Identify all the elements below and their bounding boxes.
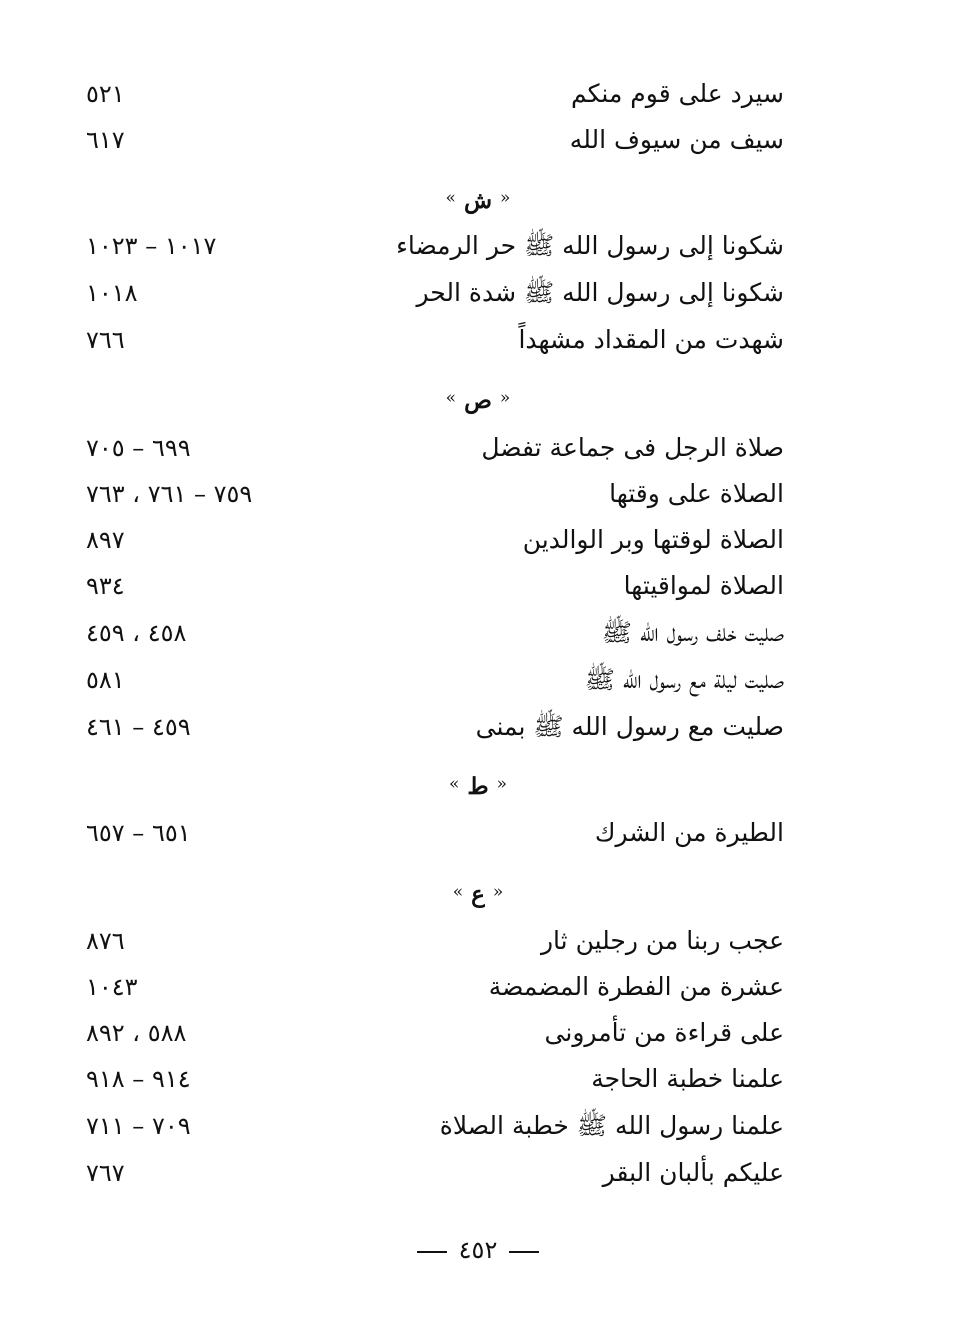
index-entry [0, 660, 956, 700]
entry-text: سيرد على قوم منكم [570, 79, 784, 108]
entry-pages: ٩١٤ – ٩١٨ [86, 1065, 191, 1093]
entry-pages: ٨٩٧ [86, 526, 125, 554]
index-entry [0, 613, 956, 653]
quote-open: « [492, 882, 504, 902]
entry-pages: ٩٣٤ [86, 572, 125, 600]
footer-dash-left [417, 1251, 447, 1253]
quote-close: » [445, 188, 456, 208]
entry-pages: ٤٥٩ – ٤٦١ [86, 713, 191, 741]
entry-text: صلاة الرجل فى جماعة تفضل [481, 433, 784, 462]
entry-text: علمنا رسول الله ﷺ خطبة الصلاة [439, 1111, 784, 1140]
quote-open: « [499, 388, 511, 408]
entry-pages: ٥٨٨ ، ٨٩٢ [86, 1019, 187, 1047]
footer-dash-right [509, 1251, 539, 1253]
entry-text: صليت خلف رسول الله ﷺ [601, 618, 784, 647]
entry-text: شكونا إلى رسول الله ﷺ حر الرمضاء [396, 231, 784, 260]
quote-open: « [496, 774, 508, 794]
quote-close: » [445, 388, 457, 408]
entry-text: على قراءة من تأمرونى [544, 1018, 784, 1047]
quote-close: » [452, 882, 464, 902]
index-entry [0, 921, 956, 961]
index-entry [0, 74, 956, 114]
section-header-ta [0, 766, 956, 802]
index-entry [0, 1013, 956, 1053]
entry-text: شكونا إلى رسول الله ﷺ شدة الحر [416, 278, 784, 307]
entry-pages: ٤٥٨ ، ٤٥٩ [86, 619, 187, 647]
section-letter: ط [467, 773, 489, 800]
entry-text: صليت ليلة مع رسول الله ﷺ [584, 665, 784, 694]
entry-pages: ٧٦٧ [86, 1159, 125, 1187]
entry-text: علمنا خطبة الحاجة [591, 1064, 784, 1093]
index-entry [0, 320, 956, 360]
entry-text: عجب ربنا من رجلين ثار [540, 926, 784, 955]
entry-pages: ٧٥٩ – ٧٦١ ، ٧٦٣ [86, 480, 253, 508]
entry-pages: ٦١٧ [86, 126, 125, 154]
index-entry [0, 226, 956, 266]
section-header-sad [0, 380, 956, 416]
entry-text: الصلاة لمواقيتها [623, 571, 784, 600]
entry-pages: ١٠١٨ [86, 279, 138, 307]
entry-text: عليكم بألبان البقر [602, 1158, 784, 1187]
entry-pages: ١٠٤٣ [86, 973, 138, 1001]
entry-text: شهدت من المقداد مشهداً [518, 325, 784, 354]
entry-pages: ٧٦٦ [86, 326, 125, 354]
entry-pages: ٦٩٩ – ٧٠٥ [86, 434, 191, 462]
entry-text: الصلاة لوقتها وبر الوالدين [522, 525, 784, 554]
page-number: ٤٥٢ [458, 1236, 498, 1264]
section-header-shin [0, 180, 956, 216]
entry-text: سيف من سيوف الله [569, 125, 784, 154]
index-entry [0, 813, 956, 853]
index-entry [0, 566, 956, 606]
entry-text: الطيرة من الشرك [594, 818, 784, 847]
section-header-ain [0, 874, 956, 910]
index-entry [0, 707, 956, 747]
entry-pages: ٧٠٩ – ٧١١ [86, 1112, 191, 1140]
index-entry [0, 428, 956, 468]
entry-text: صليت مع رسول الله ﷺ بمنى [475, 712, 784, 741]
quote-close: » [448, 774, 460, 794]
entry-pages: ٨٧٦ [86, 927, 125, 955]
index-entry [0, 1059, 956, 1099]
quote-open: « [500, 188, 511, 208]
section-letter: ع [471, 881, 485, 908]
entry-pages: ٥٢١ [86, 80, 125, 108]
entry-text: الصلاة على وقتها [609, 479, 784, 508]
entry-pages: ١٠١٧ – ١٠٢٣ [86, 232, 217, 260]
section-letter: ص [464, 387, 492, 414]
section-letter: ش [463, 187, 493, 214]
index-entry [0, 273, 956, 313]
index-entry [0, 1106, 956, 1146]
index-entry [0, 1153, 956, 1193]
entry-pages: ٥٨١ [86, 666, 125, 694]
page-footer [0, 1232, 956, 1268]
index-entry [0, 474, 956, 514]
index-entry [0, 120, 956, 160]
index-entry [0, 520, 956, 560]
index-entry [0, 967, 956, 1007]
entry-pages: ٦٥١ – ٦٥٧ [86, 819, 191, 847]
entry-text: عشرة من الفطرة المضمضة [488, 972, 784, 1001]
